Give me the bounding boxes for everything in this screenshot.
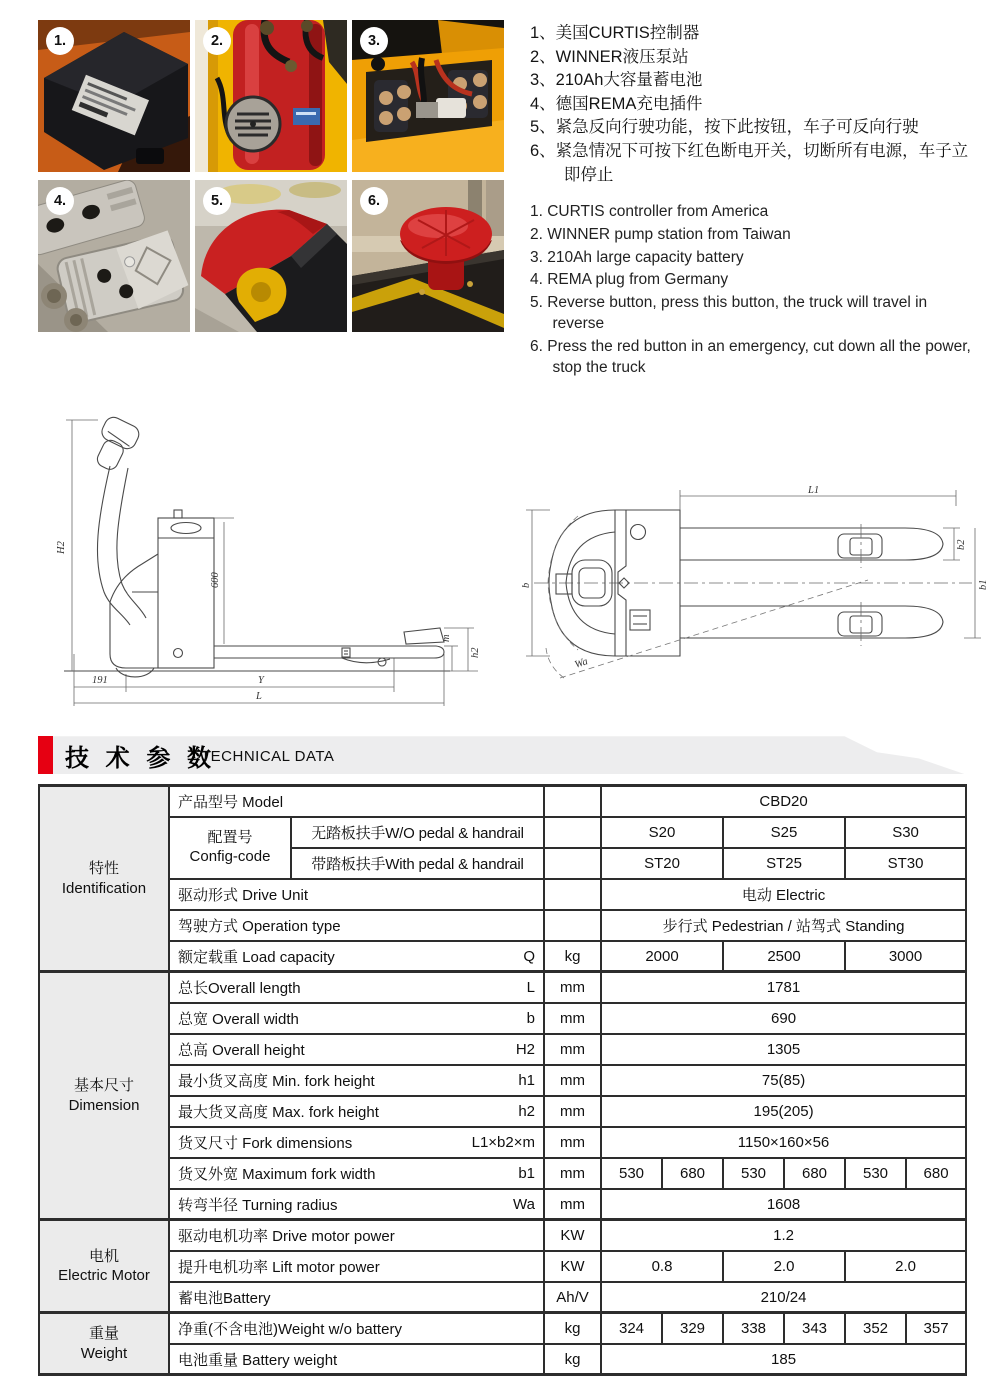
spec-row <box>39 1096 966 1127</box>
svg-text:h2: h2 <box>470 647 481 659</box>
spec-value-cell: 680 <box>906 1158 966 1189</box>
spec-value-cell: 1150×160×56 <box>601 1127 966 1158</box>
svg-text:L1: L1 <box>808 485 820 497</box>
photo-grid <box>38 20 504 380</box>
feature-item-zh: 3、210Ah大容量蓄电池 <box>530 71 703 90</box>
spec-row <box>39 1127 966 1158</box>
spec-unit-cell: mm <box>544 1096 601 1127</box>
spec-value-cell: 1781 <box>601 972 966 1003</box>
spec-label-cell: 货叉尺寸 Fork dimensions L1×b2×m <box>169 1127 544 1158</box>
spec-group-cell: 重量 Weight <box>39 1313 169 1375</box>
photo-battery-compartment <box>352 20 504 172</box>
spec-row <box>39 879 966 910</box>
spec-sublabel-cell: 带踏板扶手With pedal & handrail <box>291 848 544 879</box>
spec-label-cell: 最大货叉高度 Max. fork height h2 <box>169 1096 544 1127</box>
spec-row <box>39 1220 966 1251</box>
spec-label-cell: 总长Overall length L <box>169 972 544 1003</box>
spec-value-cell: 1.2 <box>601 1220 966 1251</box>
spec-value-cell: 324 <box>601 1313 662 1344</box>
feature-item-zh: 5、紧急反向行驶功能，按下此按钮，车子可反向行驶 <box>530 118 919 137</box>
spec-value-cell: CBD20 <box>601 786 966 817</box>
photo-reverse-button-handle <box>195 180 347 332</box>
feature-item-zh: 1、美国CURTIS控制器 <box>530 24 700 42</box>
photo-number-badge: 3. <box>360 27 388 55</box>
spec-value-cell: 357 <box>906 1313 966 1344</box>
feature-item-zh: 2、WINNER液压泵站 <box>530 47 689 66</box>
spec-unit-cell: kg <box>544 1344 601 1375</box>
svg-text:600: 600 <box>210 572 221 589</box>
spec-value-cell: 210/24 <box>601 1282 966 1313</box>
spec-row <box>39 1034 966 1065</box>
spec-label-cell: 提升电机功率 Lift motor power <box>169 1251 544 1282</box>
spec-unit-cell <box>544 879 601 910</box>
feature-lists <box>530 20 982 380</box>
spec-label-cell: 驱动电机功率 Drive motor power <box>169 1220 544 1251</box>
spec-label-cell: 驾驶方式 Operation type <box>169 910 544 941</box>
svg-text:b1: b1 <box>978 579 989 591</box>
spec-value-cell: 343 <box>784 1313 845 1344</box>
spec-value-cell: 680 <box>662 1158 723 1189</box>
spec-label-cell: 驱动形式 Drive Unit <box>169 879 544 910</box>
spec-value-cell: 2.0 <box>723 1251 845 1282</box>
feature-item-en: 6. Press the red button in an emergency, cut down all the power, stop the truck <box>530 337 971 376</box>
spec-label-cell: 蓄电池Battery <box>169 1282 544 1313</box>
photo-number-badge: 2. <box>203 27 231 55</box>
spec-label-cell: 电池重量 Battery weight <box>169 1344 544 1375</box>
spec-value-cell: ST20 <box>601 848 723 879</box>
spec-value-cell: S25 <box>723 817 845 848</box>
spec-value-cell: ST30 <box>845 848 966 879</box>
spec-unit-cell: mm <box>544 1065 601 1096</box>
section-title-zh: 技 术 参 数 <box>65 745 217 773</box>
svg-text:b2: b2 <box>956 539 967 551</box>
spec-row <box>39 817 966 848</box>
spec-value-cell: 680 <box>784 1158 845 1189</box>
svg-text:Y: Y <box>258 675 264 687</box>
title-red-block <box>38 736 53 774</box>
spec-row <box>39 1313 966 1344</box>
spec-value-cell: 352 <box>845 1313 906 1344</box>
spec-unit-cell: kg <box>544 941 601 972</box>
spec-value-cell: 0.8 <box>601 1251 723 1282</box>
feature-list-zh <box>530 22 982 187</box>
svg-text:Wa: Wa <box>573 656 590 672</box>
spec-unit-cell: mm <box>544 972 601 1003</box>
spec-value-cell: 2.0 <box>845 1251 966 1282</box>
spec-value-cell: 2500 <box>723 941 845 972</box>
feature-list-en <box>530 202 982 378</box>
spec-unit-cell: mm <box>544 1158 601 1189</box>
side-view-drawing <box>46 406 498 708</box>
spec-row <box>39 1065 966 1096</box>
spec-row <box>39 1189 966 1220</box>
svg-text:L: L <box>256 691 262 703</box>
spec-unit-cell: mm <box>544 1189 601 1220</box>
spec-unit-cell: mm <box>544 1003 601 1034</box>
spec-group-cell: 特性 Identification <box>39 786 169 972</box>
spec-value-cell: S20 <box>601 817 723 848</box>
spec-value-cell: 1608 <box>601 1189 966 1220</box>
spec-unit-cell <box>544 817 601 848</box>
spec-sublabel-cell: 无踏板扶手W/O pedal & handrail <box>291 817 544 848</box>
svg-text:m: m <box>441 634 452 643</box>
spec-value-cell: ST25 <box>723 848 845 879</box>
section-title-en: TECHNICAL DATA <box>201 748 335 766</box>
spec-row <box>39 910 966 941</box>
section-titlebar <box>38 736 965 774</box>
svg-text:b: b <box>521 583 532 589</box>
spec-value-cell: 530 <box>601 1158 662 1189</box>
spec-value-cell: 1305 <box>601 1034 966 1065</box>
spec-unit-cell: KW <box>544 1220 601 1251</box>
spec-unit-cell <box>544 848 601 879</box>
feature-item-en: 4. REMA plug from Germany <box>530 271 729 289</box>
top-view-drawing <box>520 480 990 708</box>
spec-row <box>39 972 966 1003</box>
photo-number-badge: 1. <box>46 27 74 55</box>
feature-item-en: 1. CURTIS controller from America <box>530 203 769 221</box>
spec-row <box>39 941 966 972</box>
spec-row <box>39 1282 966 1313</box>
spec-group-cell: 基本尺寸 Dimension <box>39 972 169 1220</box>
spec-value-cell: 690 <box>601 1003 966 1034</box>
spec-label-cell: 总宽 Overall width b <box>169 1003 544 1034</box>
spec-value-cell: 2000 <box>601 941 723 972</box>
photo-number-badge: 5. <box>203 187 231 215</box>
photo-rema-plug <box>38 180 190 332</box>
technical-data-table <box>38 784 967 1376</box>
spec-sublabel-group-cell: 配置号 Config-code <box>169 817 291 879</box>
spec-value-cell: 329 <box>662 1313 723 1344</box>
spec-unit-cell: KW <box>544 1251 601 1282</box>
spec-value-cell: 75(85) <box>601 1065 966 1096</box>
photo-number-badge: 6. <box>360 187 388 215</box>
spec-label-cell: 净重(不含电池)Weight w/o battery <box>169 1313 544 1344</box>
feature-item-en: 3. 210Ah large capacity battery <box>530 248 744 266</box>
photo-emergency-button <box>352 180 504 332</box>
feature-item-en: 5. Reverse button, press this button, the truck will travel in reverse <box>530 294 928 332</box>
spec-value-cell: 530 <box>845 1158 906 1189</box>
top-section <box>0 0 1000 380</box>
spec-row <box>39 786 966 817</box>
spec-label-cell: 产品型号 Model <box>169 786 544 817</box>
spec-group-cell: 电机 Electric Motor <box>39 1220 169 1313</box>
spec-unit-cell: Ah/V <box>544 1282 601 1313</box>
feature-item-en: 2. WINNER pump station from Taiwan <box>530 225 791 243</box>
spec-row <box>39 1158 966 1189</box>
svg-text:191: 191 <box>92 675 108 687</box>
spec-label-cell: 货叉外宽 Maximum fork width b1 <box>169 1158 544 1189</box>
feature-item-zh: 6、紧急情况下可按下红色断电开关，切断所有电源，车子立即停止 <box>530 141 969 184</box>
spec-label-cell: 最小货叉高度 Min. fork height h1 <box>169 1065 544 1096</box>
spec-row <box>39 1344 966 1375</box>
spec-unit-cell <box>544 786 601 817</box>
spec-value-cell: 电动 Electric <box>601 879 966 910</box>
feature-item-zh: 4、德国REMA充电插件 <box>530 94 703 113</box>
spec-label-cell: 转弯半径 Turning radius Wa <box>169 1189 544 1220</box>
spec-row <box>39 1251 966 1282</box>
photo-pump-station <box>195 20 347 172</box>
spec-unit-cell: kg <box>544 1313 601 1344</box>
spec-value-cell: 185 <box>601 1344 966 1375</box>
spec-value-cell: 530 <box>723 1158 784 1189</box>
photo-curtis-controller <box>38 20 190 172</box>
spec-label-cell: 额定载重 Load capacity Q <box>169 941 544 972</box>
spec-unit-cell <box>544 910 601 941</box>
svg-text:H2: H2 <box>56 541 67 555</box>
spec-value-cell: 步行式 Pedestrian / 站驾式 Standing <box>601 910 966 941</box>
spec-unit-cell: mm <box>544 1034 601 1065</box>
spec-unit-cell: mm <box>544 1127 601 1158</box>
spec-value-cell: 195(205) <box>601 1096 966 1127</box>
photo-number-badge: 4. <box>46 187 74 215</box>
spec-value-cell: 338 <box>723 1313 784 1344</box>
spec-value-cell: 3000 <box>845 941 966 972</box>
technical-drawings <box>46 406 1000 708</box>
spec-row <box>39 1003 966 1034</box>
spec-label-cell: 总高 Overall height H2 <box>169 1034 544 1065</box>
spec-value-cell: S30 <box>845 817 966 848</box>
